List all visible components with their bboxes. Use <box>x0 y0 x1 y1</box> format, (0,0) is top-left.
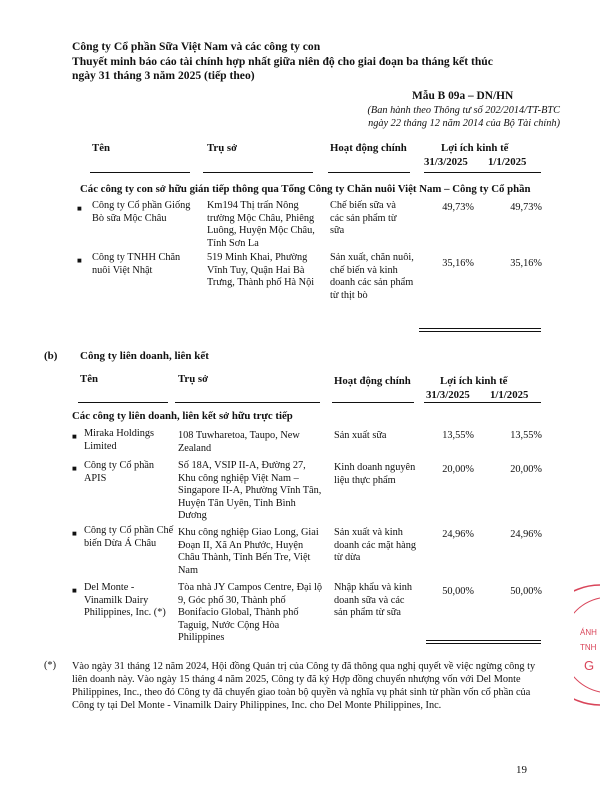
table-b-row-4-activity: Nhập khẩu và kinh doanh sữa và các sản phẩm từ sữa <box>334 582 413 619</box>
header-underline-interest-a <box>424 172 541 173</box>
table-a-row-2-value-31-3: 35,16% <box>442 258 474 269</box>
table-b-row-1-value-31-3: 13,55% <box>442 430 474 441</box>
header-underline-activity-b <box>332 402 414 403</box>
table-b-row-3-value-31-3: 24,96% <box>442 529 474 540</box>
bullet-icon: ■ <box>72 432 77 441</box>
table-b-row-3-activity: Sản xuất và kinh doanh các mặt hàng từ dừa <box>334 527 417 564</box>
table-b-row-4-address: Tòa nhà JY Campos Centre, Đại lộ 9, Góc phố 30, Thành phố Bonifacio Global, Thành phố Taguig, Nước Cộng Hòa Philippines <box>178 582 323 644</box>
group-title-b: Các công ty liên doanh, liên kết sở hữu trực tiếp <box>72 410 293 422</box>
table-b-row-3-address: Khu công nghiệp Giao Long, Giai Đoạn II, Xã An Phước, Huyện Châu Thành, Tỉnh Bến Tre, Việt Nam <box>178 527 319 576</box>
table-b-row-2-value-1-1: 20,00% <box>510 464 542 475</box>
total-double-rule-b <box>426 640 541 644</box>
col-interest-a: Lợi ích kinh tế <box>441 142 509 154</box>
svg-text:ÁNH: ÁNH <box>580 628 597 637</box>
section-b-title: Công ty liên doanh, liên kết <box>80 350 209 362</box>
col-date2-a: 1/1/2025 <box>488 156 527 168</box>
col-date1-b: 31/3/2025 <box>426 389 470 401</box>
table-b-row-3-name: Công ty Cổ phần Chế biến Dừa Á Châu <box>84 525 174 549</box>
col-address-a: Trụ sở <box>207 142 238 154</box>
table-a-row-2-name: Công ty TNHH Chăn nuôi Việt Nhật <box>92 252 181 276</box>
header-underline-interest-b <box>424 402 541 403</box>
table-b-row-3-value-1-1: 24,96% <box>510 529 542 540</box>
table-a-row-2-address: 519 Minh Khai, Phường Vĩnh Tuy, Quận Hai Bà Trưng, Thành phố Hà Nội <box>207 252 315 289</box>
circular-line-2: ngày 22 tháng 12 năm 2014 của Bộ Tài chính) <box>368 118 560 129</box>
table-b-row-2-activity: Kinh doanh nguyên liệu thực phẩm <box>334 462 416 486</box>
company-name: Công ty Cổ phần Sữa Việt Nam và các công ty con <box>72 40 321 53</box>
company-seal-stamp <box>574 580 600 710</box>
col-address-b: Trụ sở <box>178 373 209 385</box>
table-b-row-2-address: Số 18A, VSIP II-A, Đường 27, Khu công nghiệp Việt Nam – Singapore II-A, Phường Vĩnh Tân, Huyện Tân Uyên, Tỉnh Bình Dương <box>178 460 322 522</box>
col-name-a: Tên <box>92 142 110 154</box>
table-a-row-1-value-31-3: 49,73% <box>442 202 474 213</box>
table-a-row-2-activity: Sản xuất, chăn nuôi, chế biến và kinh doanh các sản phẩm từ thịt bò <box>330 252 414 301</box>
col-activity-a: Hoạt động chính <box>330 142 407 154</box>
header-underline-name-a <box>90 172 190 173</box>
header-underline-address-b <box>175 402 320 403</box>
page-number: 19 <box>516 764 527 776</box>
table-b-row-1-activity: Sản xuất sữa <box>334 430 387 441</box>
col-activity-b: Hoạt động chính <box>334 375 411 387</box>
total-double-rule-a <box>419 328 541 332</box>
header-underline-name-b <box>78 402 168 403</box>
table-b-row-2-name: Công ty Cổ phần APIS <box>84 460 155 484</box>
table-b-row-4-value-1-1: 50,00% <box>510 586 542 597</box>
bullet-icon: ■ <box>72 464 77 473</box>
col-name-b: Tên <box>80 373 98 385</box>
report-title: Thuyết minh báo cáo tài chính hợp nhất giữa niên độ cho giai đoạn ba tháng kết thúc <box>72 54 493 68</box>
table-b-row-1-value-1-1: 13,55% <box>510 430 542 441</box>
footnote-marker: (*) <box>44 660 57 671</box>
table-a-row-2-value-1-1: 35,16% <box>510 258 542 269</box>
report-header <box>72 40 542 84</box>
section-b-label: (b) <box>44 350 58 362</box>
svg-text:G: G <box>584 658 595 673</box>
svg-text:TNH: TNH <box>580 643 597 652</box>
table-b-row-4-name: Del Monte - Vinamilk Dairy Philippines, Inc. (*) <box>84 582 166 619</box>
footnote-text: Vào ngày 31 tháng 12 năm 2024, Hội đồng Quản trị của Công ty đã thông qua nghị quyết về việc ngừng công ty liên doanh này. Vào ngày 15 tháng 4 năm 2025, Công ty đã ký Hợp đồng chuyển nhượng vốn với Del Monte Philippines, Inc., theo đó Công ty đã chuyển giao toàn bộ quyền và nghĩa vụ phát sinh từ phần vốn cổ phần của Công ty tại Del Monte - Vinamilk Dairy Philippines, Inc. cho Del Monte Philippines, Inc. <box>72 661 536 711</box>
header-underline-activity-a <box>328 172 410 173</box>
circular-line-1: (Ban hành theo Thông tư số 202/2014/TT-BTC <box>367 105 560 116</box>
group-title-a: Các công ty con sở hữu gián tiếp thông qua Tổng Công ty Chăn nuôi Việt Nam – Công ty Cổ phần <box>80 183 531 195</box>
table-b-row-1-address: 108 Tuwharetoa, Taupo, New Zealand <box>178 430 300 454</box>
header-underline-address-a <box>203 172 313 173</box>
table-a-row-1-activity: Chế biến sữa và các sản phẩm từ sữa <box>330 200 397 237</box>
table-a-row-1-value-1-1: 49,73% <box>510 202 542 213</box>
col-interest-b: Lợi ích kinh tế <box>440 375 508 387</box>
col-date2-b: 1/1/2025 <box>490 389 529 401</box>
bullet-icon: ■ <box>72 529 77 538</box>
table-a-row-1-address: Km194 Thị trấn Nông trường Mộc Châu, Phiêng Luông, Huyện Mộc Châu, Tỉnh Sơn La <box>207 200 315 249</box>
circular-reference <box>320 104 560 130</box>
table-b-row-4-value-31-3: 50,00% <box>442 586 474 597</box>
table-b-row-1-name: Miraka Holdings Limited <box>84 428 155 452</box>
table-b-row-2-value-31-3: 20,00% <box>442 464 474 475</box>
bullet-icon: ■ <box>77 204 82 213</box>
seal-graphic <box>574 580 600 710</box>
table-a-row-1-name: Công ty Cổ phần Giống Bò sữa Mộc Châu <box>92 200 191 224</box>
report-period: ngày 31 tháng 3 năm 2025 (tiếp theo) <box>72 69 255 82</box>
bullet-icon: ■ <box>72 586 77 595</box>
bullet-icon: ■ <box>77 256 82 265</box>
col-date1-a: 31/3/2025 <box>424 156 468 168</box>
form-number: Mẫu B 09a – DN/HN <box>412 90 514 102</box>
